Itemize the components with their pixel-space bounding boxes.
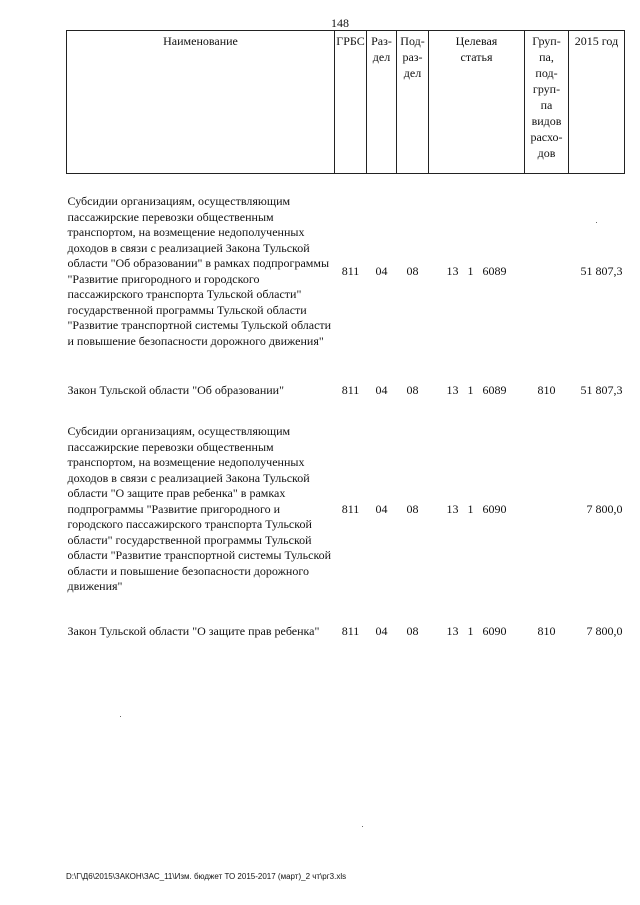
row-razdel: 04	[375, 623, 388, 638]
table-row	[67, 608, 625, 656]
row-podrazdel: 08	[406, 264, 419, 278]
row-podrazdel: 08	[406, 382, 419, 397]
row-amount: 7 800,0	[586, 501, 623, 516]
table-row	[67, 370, 625, 412]
file-path-footer: D:\Г\Д6\2015\ЗАКОН\ЗАС_11\Изм. бюджет ТО 2015-2017 (март)_2 чт\рг3.xls	[66, 872, 347, 881]
row-podrazdel: 08	[406, 501, 419, 516]
row-grbs: 811	[341, 501, 360, 516]
budget-table	[66, 30, 625, 656]
row-razdel: 04	[375, 264, 388, 278]
header-podrazdel: Под- раз- дел	[397, 31, 429, 174]
row-celevaya: 13 1 6089	[446, 382, 507, 397]
header-celevaya: Целевая статья	[429, 31, 525, 174]
header-gruppa: Груп- па, под- груп- па видов расхо- дов	[525, 31, 569, 174]
row-vid	[525, 174, 569, 370]
row-razdel: 04	[375, 382, 388, 397]
scan-speck	[120, 716, 121, 717]
header-razdel: Раз- дел	[367, 31, 397, 174]
row-grbs: 811	[341, 382, 360, 397]
page-number: 148	[331, 16, 349, 30]
table-header-row	[67, 31, 625, 174]
row-vid	[525, 412, 569, 608]
row-name: Субсидии организациям, осуществляющим пассажирские перевозки общественным транспортом, на возмещение недополученных доходов в связи с реализацией Закона Тульской области "Об образовании" в рамках подпрограммы "Развитие пригородного и городского пассажирского транспорта Тульской области" государственной программы Тульской области "Развитие транспортной системы Тульской области и повышение безопасности дорожного движения"	[67, 194, 332, 348]
row-celevaya: 13 1 6090	[446, 501, 507, 516]
table-row	[67, 412, 625, 608]
header-year: 2015 год	[569, 31, 625, 174]
scan-speck	[362, 826, 363, 827]
row-amount: 7 800,0	[586, 623, 623, 638]
budget-table-container	[66, 30, 624, 656]
row-name: Субсидии организациям, осуществляющим пассажирские перевозки общественным транспортом, на возмещение недополученных доходов в связи с реализацией Закона Тульской области "О защите прав ребенка" в рамках подпрограммы "Развитие пригородного и городского пассажирского транспорта Тульской области" государственной программы Тульской области "Развитие транспортной системы Тульской области и повышение безопасности дорожного движения"	[67, 424, 332, 594]
row-razdel: 04	[375, 501, 388, 516]
header-name: Наименование	[67, 31, 335, 174]
row-amount: 51 807,3	[580, 382, 623, 397]
row-grbs: 811	[341, 623, 360, 638]
row-vid: 810	[537, 623, 556, 638]
scan-speck	[596, 222, 597, 223]
row-vid: 810	[537, 382, 556, 397]
header-grbs: ГРБС	[335, 31, 367, 174]
table-row	[67, 174, 625, 370]
row-amount: 51 807,3	[580, 264, 623, 278]
row-name: Закон Тульской области "Об образовании"	[67, 382, 284, 397]
row-celevaya: 13 1 6090	[446, 623, 507, 638]
row-name: Закон Тульской области "О защите прав ребенка"	[67, 623, 320, 638]
row-grbs: 811	[341, 264, 360, 278]
row-celevaya: 13 1 6089	[446, 264, 507, 278]
row-podrazdel: 08	[406, 623, 419, 638]
